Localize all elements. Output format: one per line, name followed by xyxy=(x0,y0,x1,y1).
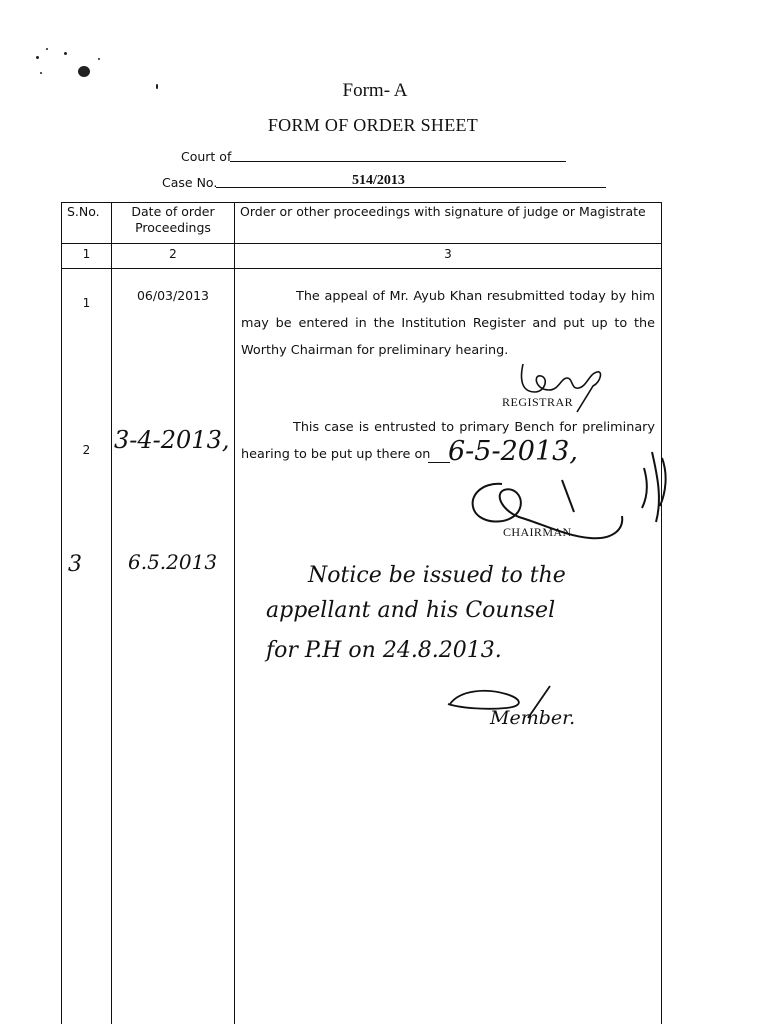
col-header-date: Date of order Proceedings xyxy=(131,204,215,235)
scan-speck xyxy=(64,52,67,55)
scan-speck xyxy=(98,58,100,60)
case-underline xyxy=(216,187,606,188)
scan-speck xyxy=(40,72,42,74)
row-3-date: 6.5.2013 xyxy=(128,550,218,574)
scan-speck xyxy=(36,56,39,59)
table-top-border xyxy=(61,202,661,203)
row-2-order-text: This case is entrusted to primary Bench for preliminary hearing to be put up there on xyxy=(241,420,655,462)
row-1-date: 06/03/2013 xyxy=(136,288,210,303)
member-label: Member. xyxy=(490,707,576,729)
row-2-hearing-date: 6-5-2013, xyxy=(448,436,578,467)
case-number: 514/2013 xyxy=(352,173,405,188)
row-1-sno: 1 xyxy=(82,296,91,310)
case-label: Case No. xyxy=(162,175,218,190)
scan-speck xyxy=(46,48,48,50)
form-title: FORM OF ORDER SHEET xyxy=(267,115,479,135)
row-2-date: 3-4-2013, xyxy=(114,426,230,454)
table-left-border xyxy=(61,202,62,1024)
table-header-border xyxy=(61,243,661,244)
hearing-date-underline xyxy=(428,462,450,463)
form-label: Form- A xyxy=(342,80,408,101)
col-header-sno: S.No. xyxy=(67,204,100,219)
row-3-sno: 3 xyxy=(68,552,82,577)
col-divider-1 xyxy=(111,202,112,1024)
row-2-sno: 2 xyxy=(82,443,91,457)
row-3-line-3: for P.H on 24.8.2013. xyxy=(266,638,502,663)
table-right-border xyxy=(661,202,662,1024)
registrar-label: REGISTRAR xyxy=(502,395,574,409)
col-divider-2 xyxy=(234,202,235,1024)
court-label: Court of xyxy=(181,149,232,164)
row-1-order-text: The appeal of Mr. Ayub Khan resubmitted today by him may be entered in the Institution Register and put up to the Worthy Chairman for preliminary hearing. xyxy=(241,289,655,358)
court-underline xyxy=(230,161,566,162)
table-colnum-border xyxy=(61,268,661,269)
row-3-line-1: Notice be issued to the xyxy=(308,563,566,588)
col-header-order: Order or other proceedings with signature of judge or Magistrate xyxy=(240,204,646,219)
chairman-label: CHAIRMAN xyxy=(503,525,572,539)
col-number-1: 1 xyxy=(82,247,91,261)
row-3-line-2: appellant and his Counsel xyxy=(266,598,556,623)
scan-speck xyxy=(78,66,90,77)
col-number-2: 2 xyxy=(169,247,177,261)
col-number-3: 3 xyxy=(444,247,452,261)
